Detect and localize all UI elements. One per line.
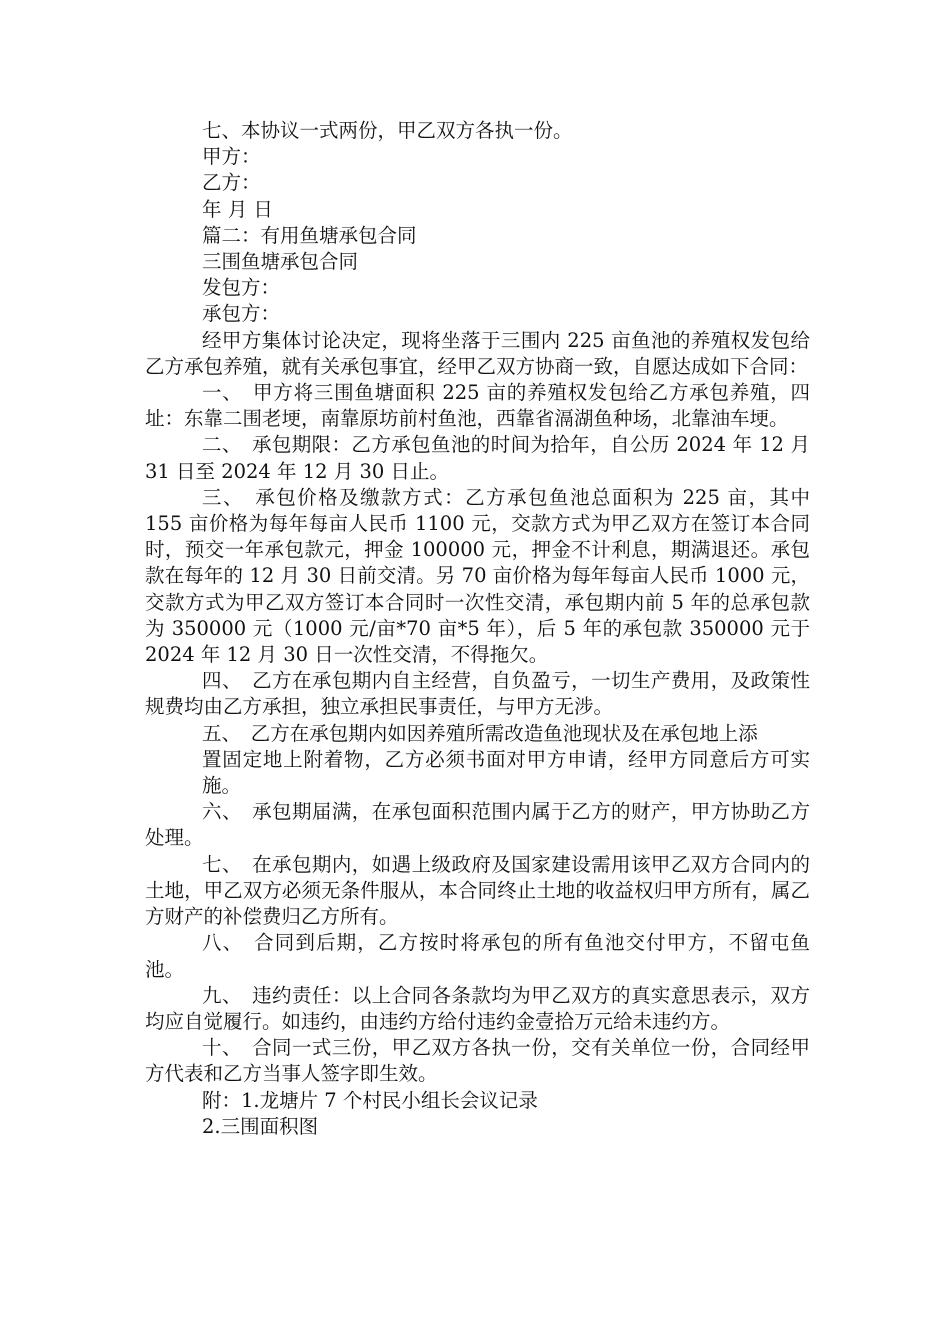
attachment-one: 附：1.龙塘片 7 个村民小组长会议记录 [202, 1088, 538, 1112]
clause-five: 五、 乙方在承包期内如因养殖所需改造鱼池现状及在承包地上添 [202, 721, 758, 745]
document-page [145, 118, 810, 1140]
clause-eight: 八、 合同到后期，乙方按时将承包的所有鱼池交付甲方，不留屯鱼池。 [145, 931, 810, 981]
attachment-two: 2.三围面积图 [202, 1114, 319, 1138]
party-b-label: 乙方： [202, 171, 261, 195]
clause-nine: 九、 违约责任：以上合同各条款均为甲乙双方的真实意思表示，双方均应自觉履行。如违约，由违约方给付违约金壹拾万元给未违约方。 [145, 983, 810, 1033]
clause-one: 一、 甲方将三围鱼塘面积 225 亩的养殖权发包给乙方承包养殖，四址：东靠二围老埂，南靠原坊前村鱼池，西靠省滆湖鱼种场，北靠油车埂。 [145, 381, 810, 431]
lessee-label: 承包方： [202, 302, 281, 326]
preamble-paragraph: 经甲方集体讨论决定，现将坐落于三围内 225 亩鱼池的养殖权发包给乙方承包养殖，就有关承包事宜，经甲乙双方协商一致，自愿达成如下合同： [145, 328, 810, 378]
section-heading: 篇二：有用鱼塘承包合同 [202, 223, 417, 247]
clause-seven-copies: 七、本协议一式两份，甲乙双方各执一份。 [202, 119, 573, 142]
clause-six: 六、 承包期届满，在承包面积范围内属于乙方的财产，甲方协助乙方处理。 [145, 800, 810, 850]
clause-four: 四、 乙方在承包期内自主经营，自负盈亏，一切生产费用，及政策性规费均由乙方承担，独立承担民事责任，与甲方无涉。 [145, 669, 810, 719]
clause-ten: 十、 合同一式三份，甲乙双方各执一份，交有关单位一份，合同经甲方代表和乙方当事人签字即生效。 [145, 1036, 810, 1086]
party-a-label: 甲方： [202, 145, 261, 169]
contract-title: 三围鱼塘承包合同 [202, 250, 359, 274]
lessor-label: 发包方： [202, 276, 281, 300]
date-line: 年 月 日 [202, 197, 273, 221]
clause-three: 三、 承包价格及缴款方式：乙方承包鱼池总面积为 225 亩，其中 155 亩价格为每年每亩人民币 1100 元，交款方式为甲乙双方在签订本合同时，预交一年承包款元，押金 100000 元，押金不计利息，期满退还。承包款在每年的 12 月 30 日前交清。另 70 亩价格为每年每亩人民币 1000 元，交款方式为甲乙双方签订本合同时一次性交清，承包期内前 5 年的总承包款为 350000 元（1000 元/亩*70 亩*5 年），后 5 年的承包款 350000 元于 2024 年 12 月 30 日一次性交清，不得拖欠。 [145, 485, 810, 667]
clause-five-continued: 置固定地上附着物，乙方必须书面对甲方申请，经甲方同意后方可实施。 [202, 747, 810, 798]
clause-seven: 七、 在承包期内，如遇上级政府及国家建设需用该甲乙双方合同内的土地，甲乙双方必须无条件服从，本合同终止土地的收益权归甲方所有，属乙方财产的补偿费归乙方所有。 [145, 852, 810, 929]
clause-two: 二、 承包期限：乙方承包鱼池的时间为拾年，自公历 2024 年 12 月 31 日至 2024 年 12 月 30 日止。 [145, 433, 810, 483]
